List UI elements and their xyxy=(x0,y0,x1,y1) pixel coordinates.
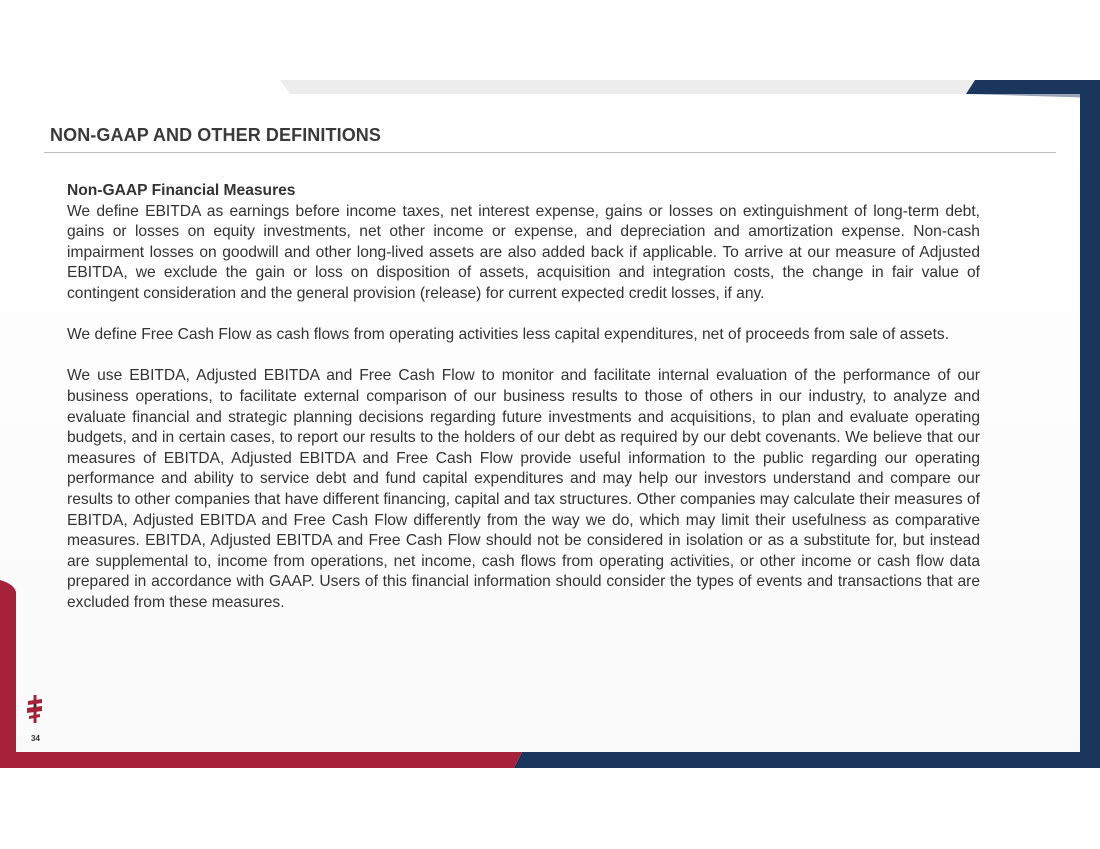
definitions-body xyxy=(67,181,980,613)
title-divider xyxy=(44,152,1056,153)
right-navy-edge xyxy=(1080,80,1100,768)
bottom-navy-band xyxy=(514,752,1100,768)
paragraph-ebitda-definition: We define EBITDA as earnings before income taxes, net interest expense, gains or losses on extinguishment of long-term debt, gains or losses on equity investments, net other income or expense, and depreciation and amortization expense. Non-cash impairment losses on goodwill and other long-lived assets are also added back if applicable. To arrive at our measure of Adjusted EBITDA, we exclude the gain or loss on disposition of assets, acquisition and integration costs, the change in fair value of contingent consideration and the general provision (release) for current expected credit losses, if any. xyxy=(67,202,980,302)
paragraph-free-cash-flow-definition: We define Free Cash Flow as cash flows from operating activities less capital expenditures, net of proceeds from sale of assets. xyxy=(67,326,950,344)
slide xyxy=(0,80,1100,768)
company-logo-icon xyxy=(25,695,45,723)
page-title: NON-GAAP AND OTHER DEFINITIONS xyxy=(50,125,382,145)
left-crimson-edge xyxy=(0,580,16,752)
section-heading: Non-GAAP Financial Measures xyxy=(67,182,296,199)
bottom-crimson-band xyxy=(0,752,522,768)
paragraph-usage: We use EBITDA, Adjusted EBITDA and Free Cash Flow to monitor and facilitate internal evaluation of the performance of our business operations, to facilitate external comparison of our business results to those of others in our industry, to analyze and evaluate financial and strategic planning decisions regarding future investments and acquisitions, to plan and evaluate operating budgets, and in certain cases, to report our results to the holders of our debt as required by our debt covenants. We believe that our measures of EBITDA, Adjusted EBITDA and Free Cash Flow provide useful information to the public regarding our operating performance and ability to service debt and fund capital expenditures and may help our investors understand and compare our results to other companies that have different financing, capital and tax structures. Other companies may calculate their measures of EBITDA, Adjusted EBITDA and Free Cash Flow differently from the way we do, which may limit their usefulness as comparative measures. EBITDA, Adjusted EBITDA and Free Cash Flow should not be considered in isolation or as a substitute for, but instead are supplemental to, income from operations, net income, cash flows from operating activities, or other income or cash flow data prepared in accordance with GAAP. Users of this financial information should consider the types of events and transactions that are excluded from these measures. xyxy=(67,367,980,611)
top-gray-band xyxy=(280,80,975,94)
page-number: 34 xyxy=(31,734,40,743)
